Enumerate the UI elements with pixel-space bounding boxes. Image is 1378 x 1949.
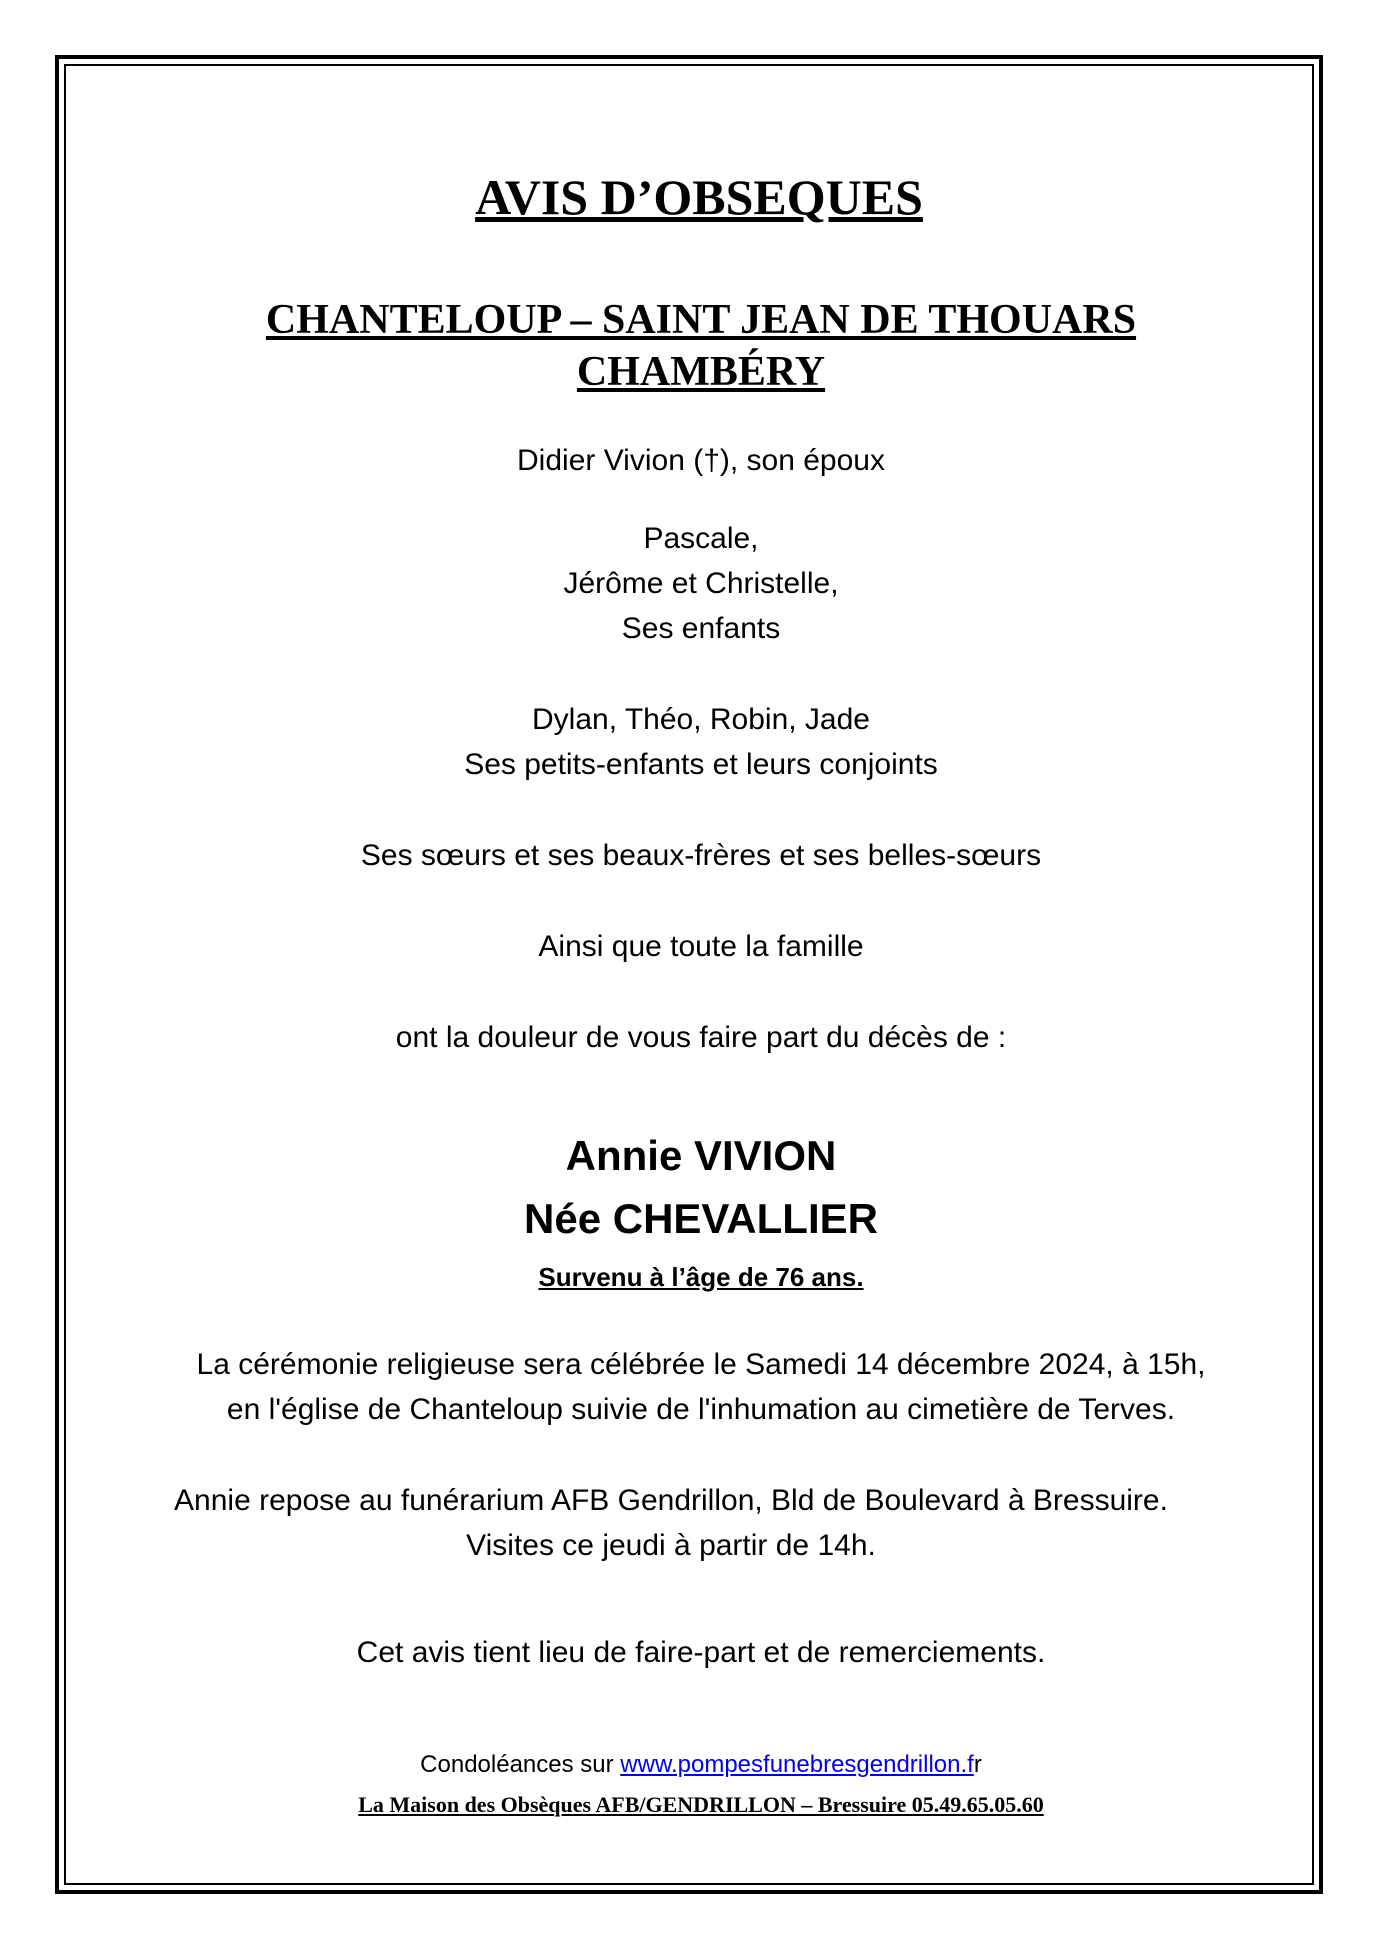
condolences-website-link[interactable]: www.pompesfunebresgendrillon.f <box>620 1751 974 1778</box>
funeral-home-line: La Maison des Obsèques AFB/GENDRILLON – Bressuire 05.49.65.05.60 <box>358 1792 1044 1817</box>
closing-line: Cet avis tient lieu de faire-part et de remerciements. <box>356 1636 1046 1669</box>
children-line-1: Pascale, <box>643 522 759 555</box>
family-line: Ainsi que toute la famille <box>538 930 864 963</box>
spouse-line: Didier Vivion (†), son époux <box>517 444 885 477</box>
condolences-suffix: r <box>973 1751 982 1778</box>
siblings-line: Ses sœurs et ses beaux-frères et ses belles-sœurs <box>360 839 1042 872</box>
deceased-maiden-name: Née CHEVALLIER <box>524 1195 878 1242</box>
condolences-prefix: Condoléances sur <box>420 1751 621 1778</box>
deceased-name: Annie VIVION <box>565 1132 837 1179</box>
grandchildren-line-1: Dylan, Théo, Robin, Jade <box>532 703 870 736</box>
ceremony-line-2: en l'église de Chanteloup suivie de l'inhumation au cimetière de Terves. <box>226 1393 1176 1426</box>
location-line-1: CHANTELOUP – SAINT JEAN DE THOUARS <box>265 297 1137 343</box>
visitation-line-1: Annie repose au funérarium AFB Gendrillon, Bld de Boulevard à Bressuire. <box>174 1484 1168 1517</box>
age-note: Survenu à l’âge de 76 ans. <box>538 1262 864 1292</box>
grandchildren-line-2: Ses petits-enfants et leurs conjoints <box>464 748 938 781</box>
children-line-3: Ses enfants <box>621 612 781 645</box>
children-line-2: Jérôme et Christelle, <box>563 567 839 600</box>
ceremony-line-1: La cérémonie religieuse sera célébrée le Samedi 14 décembre 2024, à 15h, <box>196 1348 1206 1381</box>
announcement-line: ont la douleur de vous faire part du décès de : <box>395 1021 1007 1054</box>
visitation-line-2: Visites ce jeudi à partir de 14h. <box>466 1529 876 1562</box>
location-line-2: CHAMBÉRY <box>576 349 826 395</box>
page-title: AVIS D’OBSEQUES <box>475 169 923 225</box>
condolences-line <box>12 1751 1378 1779</box>
